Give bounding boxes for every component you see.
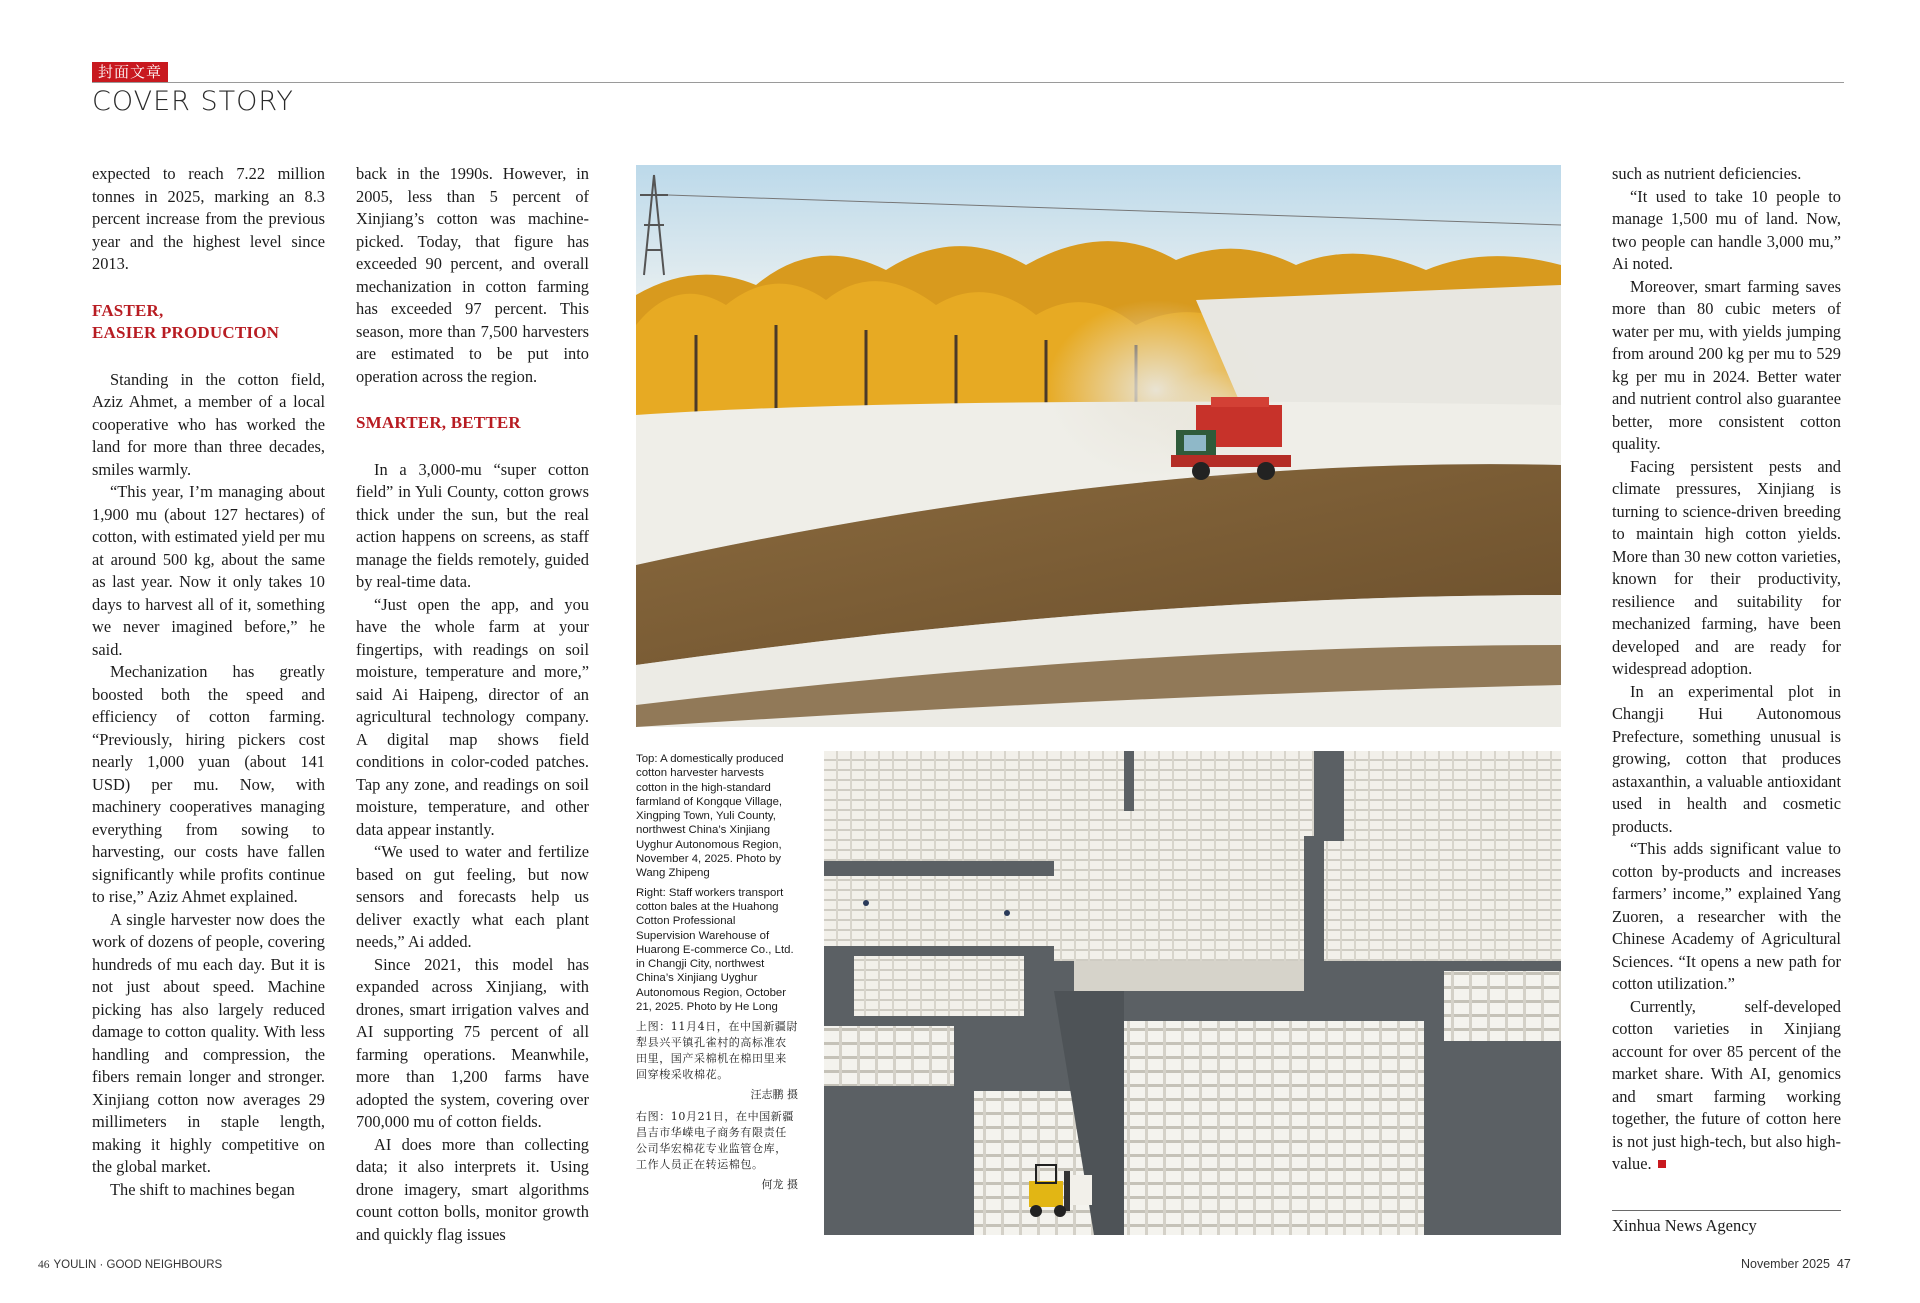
article-column-1 xyxy=(92,163,325,1201)
paragraph: such as nutrient deficiencies. xyxy=(1612,164,1802,183)
paragraph: AI does more than collecting data; it also interprets it. Using drone imagery, smart algorithms count cotton bolls, monitor growth and quickly flag issues xyxy=(356,1134,589,1244)
photo-cotton-bale-warehouse xyxy=(824,751,1561,1235)
caption-top-cn-credit: 汪志鹏 摄 xyxy=(750,1088,798,1102)
end-mark-icon xyxy=(1658,1160,1666,1168)
paragraph: “It used to take 10 people to manage 1,500 mu of land. Now, two people can handle 3,000 mu,” Ai noted. xyxy=(1612,186,1841,273)
paragraph: The shift to machines began xyxy=(110,1179,295,1199)
article-column-3 xyxy=(1612,163,1841,1176)
photo-cotton-harvester xyxy=(636,165,1561,727)
section-heading-faster xyxy=(92,300,325,345)
heading-line: EASIER PRODUCTION xyxy=(92,323,280,342)
paragraph-final xyxy=(1612,996,1841,1176)
paragraph: Since 2021, this model has expanded across Xinjiang, with drones, smart irrigation valves and AI supporting 75 percent of all farming operations. Meanwhile, more than 1,200 farms have adopted the system, covering over 700,000 mu of cotton fields. xyxy=(356,954,589,1131)
paragraph-text: Currently, self-developed cotton varieties in Xinjiang account for over 85 percent of the market share. With AI, genomics and smart farming working together, the future of cotton here is not just high-tech, but also high-value. xyxy=(1612,996,1841,1173)
magazine-name: YOULIN · GOOD NEIGHBOURS xyxy=(53,1259,223,1271)
paragraph: Mechanization has greatly boosted both the speed and efficiency of cotton farming. “Previously, hiring pickers cost nearly 1,000 yuan (about 141 USD) per mu. Now, with machinery cooperatives managing everything from sowing to harvesting, our costs have fallen significantly while profits continue to rise,” Aziz Ahmet explained. xyxy=(92,662,325,906)
footer-right xyxy=(1741,1257,1851,1271)
heading-line: FASTER, xyxy=(92,300,164,320)
source-credit: Xinhua News Agency xyxy=(1612,1216,1757,1235)
caption-right-cn-credit: 何龙 摄 xyxy=(761,1177,798,1191)
issue-date: November 2025 xyxy=(1741,1257,1830,1271)
caption-top-cn: 上图：11月4日，在中国新疆尉犁县兴平镇孔雀村的高标准农田里，国产采棉机在棉田里来回穿梭采收棉花。 xyxy=(636,1020,798,1082)
paragraph: “This year, I’m managing about 1,900 mu (about 127 hectares) of cotton, with estimated yield per mu at around 500 kg, about the same as last year. Now it only takes 10 days to harvest all of it, something we never imagined before,” he said. xyxy=(92,482,325,659)
cotton-field-illustration xyxy=(636,165,1561,727)
paragraph: “Just open the app, and you have the whole farm at your fingertips, with readings on soil moisture, temperature and more,” said Ai Haipeng, director of an agricultural technology company. A digital map shows field conditions in color-coded patches. Tap any zone, and readings on soil moisture, temperature, and other data appear instantly. xyxy=(356,594,589,839)
paragraph: Facing persistent pests and climate pressures, Xinjiang is turning to science-driven breeding to maintain high cotton yields. More than 30 new cotton varieties, known for their productivity, resilience and suitability for mechanized farming, have been developed and are ready for widespread adoption. xyxy=(1612,456,1841,678)
section-tag: 封面文章 xyxy=(92,62,168,82)
paragraph: Moreover, smart farming saves more than 80 cubic meters of water per mu, with yields jumping from around 200 kg per mu to 529 kg per mu in 2024. Better water and nutrient control also guarantee better, more consistent cotton quality. xyxy=(1612,276,1841,453)
footer-left xyxy=(38,1259,222,1271)
article-column-2 xyxy=(356,163,589,1246)
photo-caption xyxy=(636,752,798,1198)
paragraph: A single harvester now does the work of dozens of people, covering hundreds of mu each day. But it is not just about speed. Machine picking has also largely reduced damage to cotton quality. With less handling and compression, the fibers remain longer and stronger. Xinjiang cotton now averages 29 millimeters in staple length, making it highly competitive on the global market. xyxy=(92,909,325,1176)
section-heading-smarter: SMARTER, BETTER xyxy=(356,413,521,432)
page-number-right: 47 xyxy=(1836,1257,1851,1271)
page-number-left: 46 xyxy=(38,1259,50,1271)
paragraph: In a 3,000-mu “super cotton field” in Yuli County, cotton grows thick under the sun, but the real action happens on screens, as staff manage the fields remotely, guided by real-time data. xyxy=(356,459,589,591)
paragraph: “This adds significant value to cotton by-products and increases farmers’ income,” explained Yang Zuoren, a researcher with the Chinese Academy of Agricultural Sciences. “It opens a new path for cotton utilization.” xyxy=(1612,839,1841,993)
section-title: COVER STORY xyxy=(92,86,294,117)
paragraph: Standing in the cotton field, Aziz Ahmet, a member of a local cooperative who has worked the land for more than three decades, smiles warmly. xyxy=(92,369,325,479)
caption-top-en: Top: A domestically produced cotton harvester harvests cotton in the high-standard farmland of Kongque Village, Xingping Town, Yuli County, northwest China’s Xinjiang Uyghur Autonomous Region, November 4, 2025. Photo by Wang Zhipeng xyxy=(636,753,784,880)
paragraph: expected to reach 7.22 million tonnes in 2025, marking an 8.3 percent increase from the previous year and the highest level since 2013. xyxy=(92,164,325,273)
caption-right-en: Right: Staff workers transport cotton bales at the Huahong Cotton Professional Supervision Warehouse of Huarong E-commerce Co., Ltd. in Changji City, northwest China’s Xinjiang Uyghur Autonomous Region, October 21, 2025. Photo by He Long xyxy=(636,886,794,1014)
paragraph: back in the 1990s. However, in 2005, less than 5 percent of Xinjiang’s cotton was machine-picked. Today, that figure has exceeded 90 percent, and overall mechanization in cotton farming has exceeded 97 percent. This season, more than 7,500 harvesters are estimated to be put into operation across the region. xyxy=(356,164,589,386)
caption-right-cn: 右图：10月21日，在中国新疆昌吉市华嵘电子商务有限责任公司华宏棉花专业监管仓库，工作人员正在转运棉包。 xyxy=(636,1109,794,1171)
paragraph: In an experimental plot in Changji Hui Autonomous Prefecture, something unusual is growing, cotton that produces astaxanthin, a valuable antioxidant used in health and cosmetic products. xyxy=(1612,681,1841,836)
paragraph: “We used to water and fertilize based on gut feeling, but now sensors and forecasts help us deliver exactly what each plant needs,” Ai added. xyxy=(356,842,589,951)
warehouse-illustration xyxy=(824,751,1561,1235)
header-rule xyxy=(92,82,1844,83)
source-rule xyxy=(1612,1210,1841,1211)
